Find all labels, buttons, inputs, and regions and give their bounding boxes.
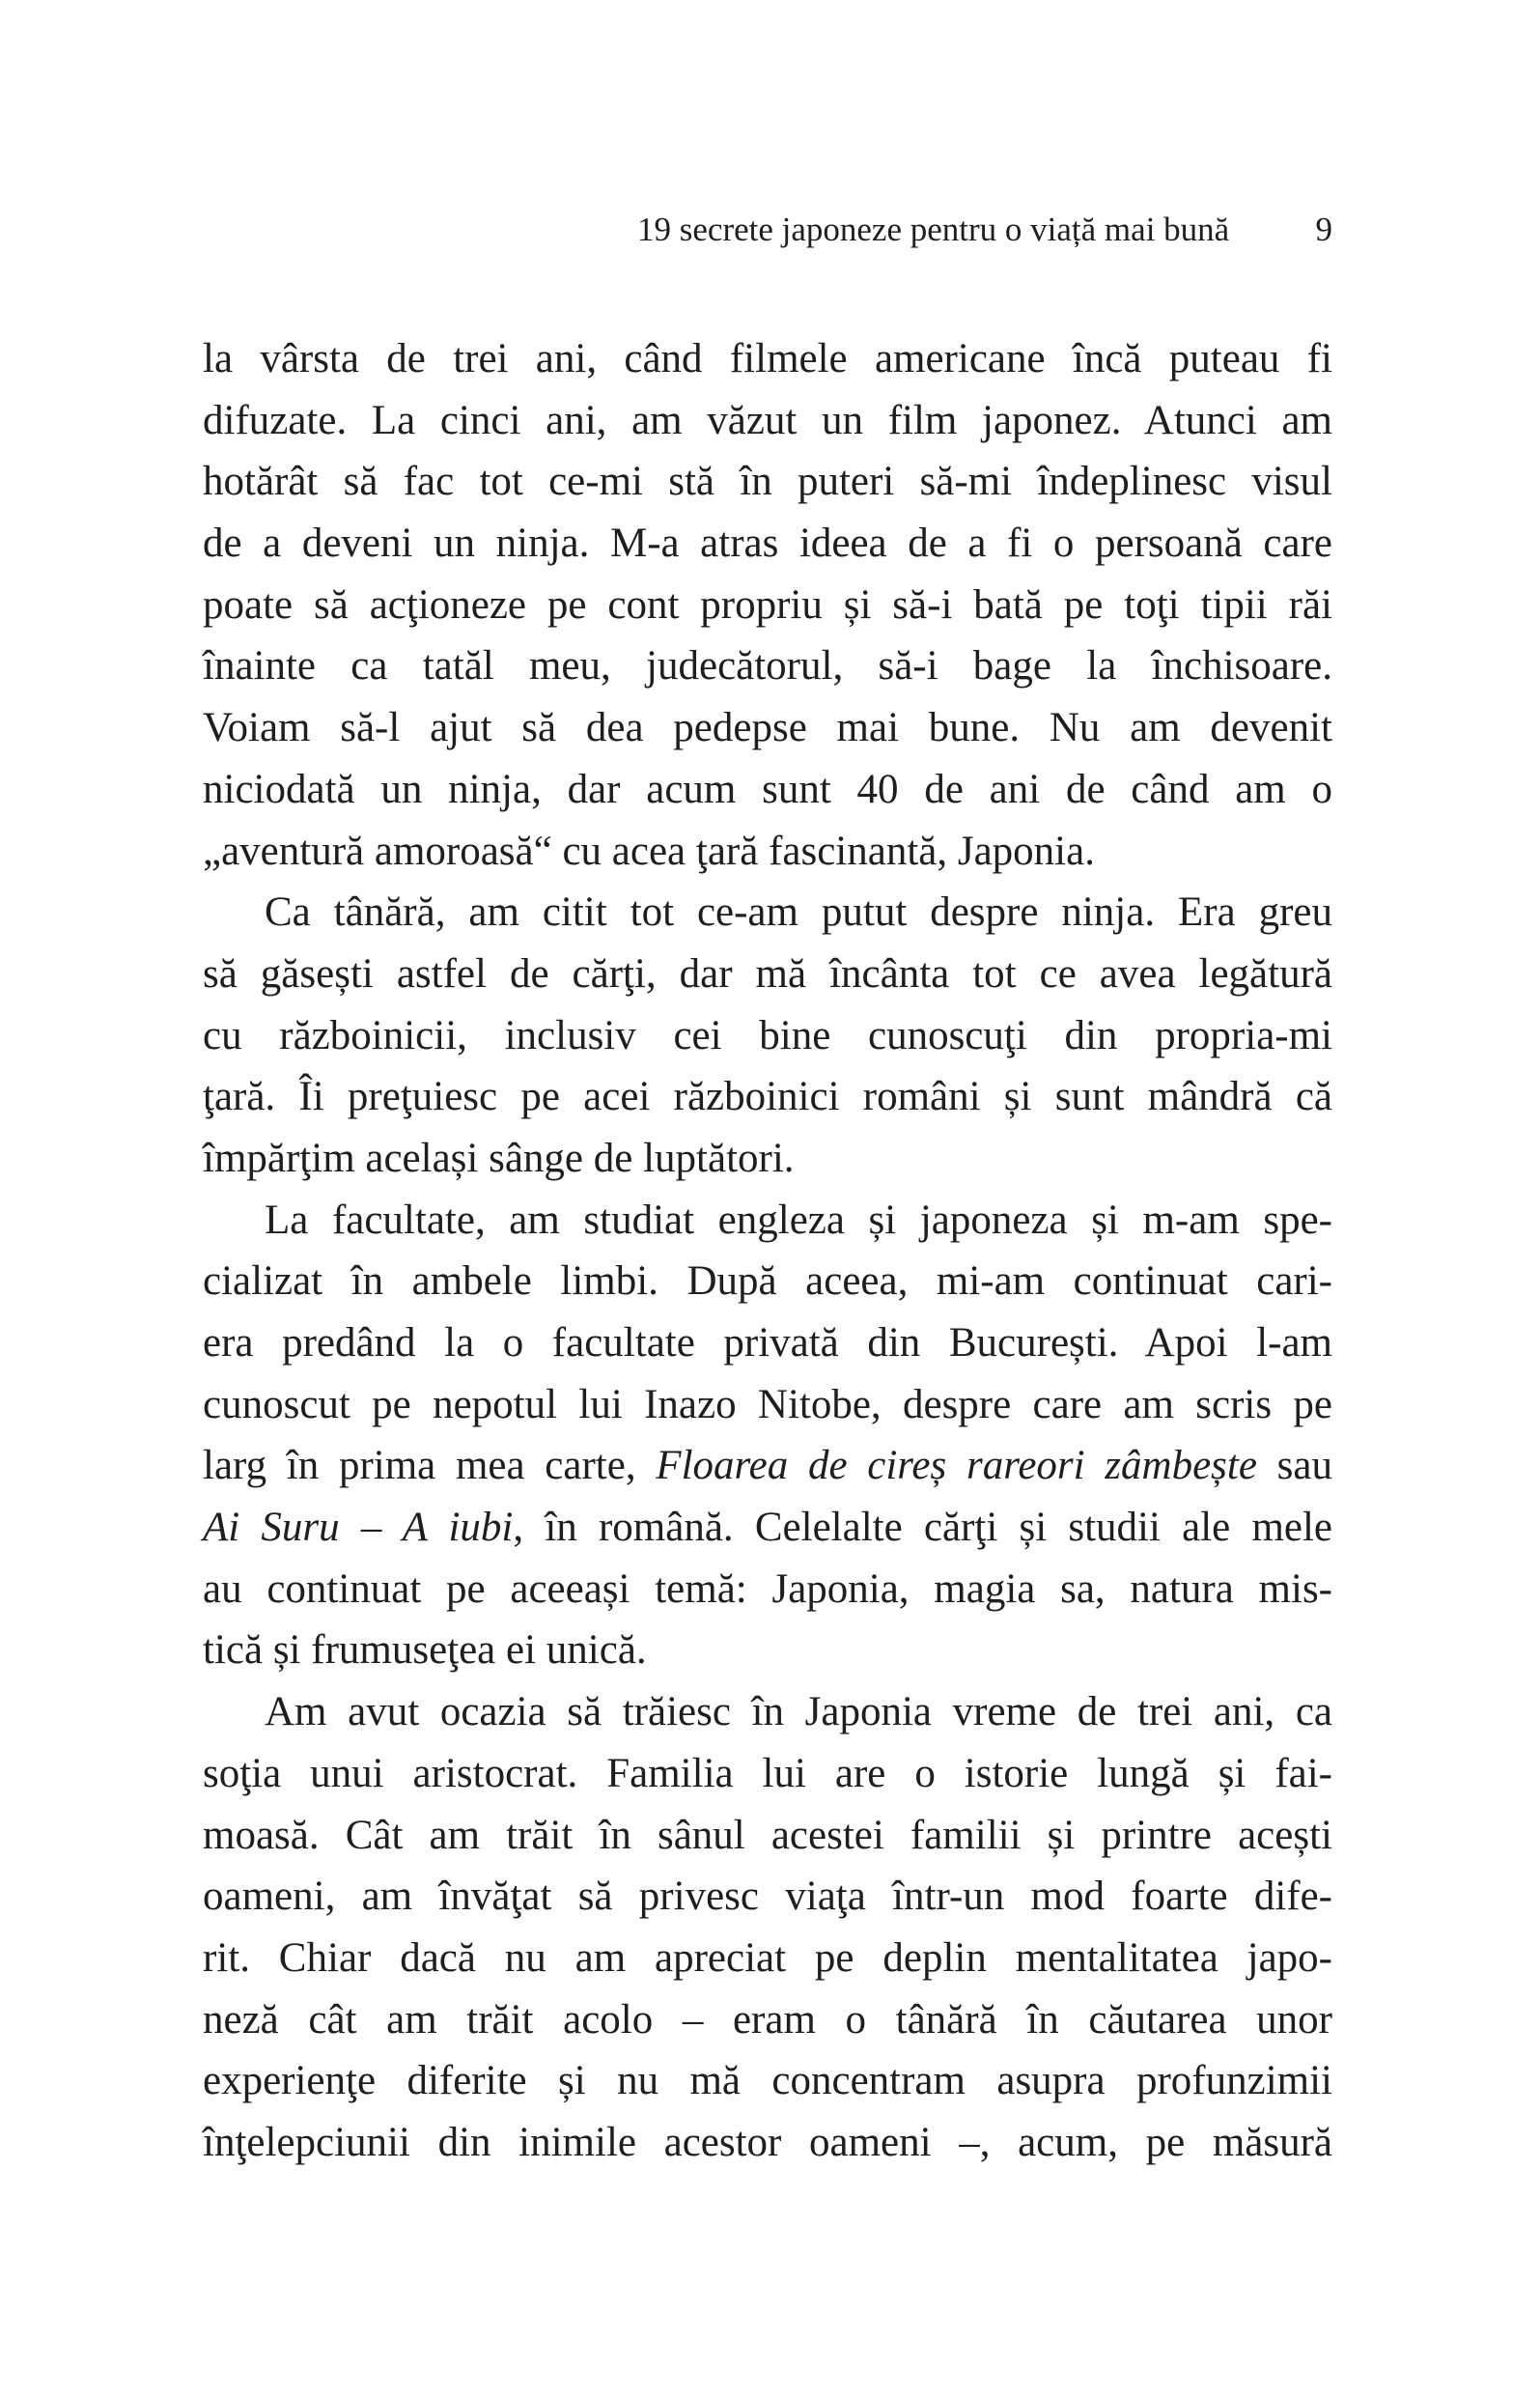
text-line: cializat în ambele limbi. După aceea, mi-am continuat cari- xyxy=(203,1258,1332,1305)
text-line: era predând la o facultate privată din București. Apoi l-am xyxy=(203,1320,1332,1366)
book-title: Floarea de cireș rareori zâmbește xyxy=(656,1443,1257,1489)
text-line: difuzate. La cinci ani, am văzut un film japonez. Atunci am xyxy=(203,397,1332,443)
text-line: cunoscut pe nepotul lui Inazo Nitobe, despre care am scris pe xyxy=(203,1381,1332,1427)
page-number: 9 xyxy=(1315,211,1332,248)
text-segment: sau xyxy=(1256,1443,1332,1489)
running-header xyxy=(637,211,1332,249)
text-line: de a deveni un ninja. M-a atras ideea de a fi o persoană care xyxy=(203,521,1332,567)
text-line: neză cât am trăit acolo – eram o tânără în căutarea unor xyxy=(203,1996,1332,2043)
text-line: Am avut ocazia să trăiesc în Japonia vreme de trei ani, ca xyxy=(265,1689,1332,1735)
text-line xyxy=(203,1435,1332,1497)
text-segment: larg în prima mea carte, xyxy=(203,1443,657,1489)
body-text xyxy=(203,328,1332,2174)
text-line xyxy=(203,1497,1332,1559)
running-title: 19 secrete japoneze pentru o viață mai bună xyxy=(637,211,1230,248)
text-line: moasă. Cât am trăit în sânul acestei familii și printre acești xyxy=(203,1812,1332,1858)
text-line: niciodată un ninja, dar acum sunt 40 de ani de când am o xyxy=(203,766,1332,812)
text-line: hotărât să fac tot ce-mi stă în puteri să-mi îndeplinesc visul xyxy=(203,459,1332,505)
text-line: au continuat pe aceeași temă: Japonia, magia sa, natura mis- xyxy=(203,1565,1332,1612)
text-line: înainte ca tatăl meu, judecătorul, să-i bage la închisoare. xyxy=(203,643,1332,690)
text-line: oameni, am învăţat să privesc viaţa într-un mod foarte dife- xyxy=(203,1874,1332,1920)
text-segment: , în română. Celelalte cărţi și studii ale mele xyxy=(513,1505,1333,1551)
text-line: să găsești astfel de cărţi, dar mă încânta tot ce avea legătură xyxy=(203,950,1332,997)
text-line: La facultate, am studiat engleza și japoneza și m-am spe- xyxy=(265,1197,1332,1243)
text-line: la vârsta de trei ani, când filmele americane încă puteau fi xyxy=(203,336,1332,381)
text-line: ţară. Îi preţuiesc pe acei războinici români și sunt mândră că xyxy=(203,1074,1332,1120)
text-line: „aventură amoroasă“ cu acea ţară fascinantă, Japonia. xyxy=(203,828,1095,874)
text-line: rit. Chiar dacă nu am apreciat pe deplin mentalitatea japo- xyxy=(203,1934,1332,1981)
text-line: tică și frumuseţea ei unică. xyxy=(203,1627,647,1674)
paragraph-3 xyxy=(203,1190,1332,1682)
text-line: poate să acţioneze pe cont propriu și să-i bată pe toţi tipii răi xyxy=(203,581,1332,628)
text-line: Voiam să-l ajut să dea pedepse mai bune. Nu am devenit xyxy=(203,705,1332,751)
text-line: împărţim același sânge de luptători. xyxy=(203,1135,795,1181)
paragraph-4 xyxy=(203,1681,1332,2174)
paragraph-2 xyxy=(203,882,1332,1189)
text-line: soţia unui aristocrat. Familia lui are o istorie lungă și fai- xyxy=(203,1750,1332,1796)
book-title: Ai Suru – A iubi xyxy=(203,1505,514,1551)
text-line: Ca tânără, am citit tot ce-am putut despre ninja. Era greu xyxy=(265,889,1332,936)
paragraph-1 xyxy=(203,328,1332,882)
text-line: cu războinicii, inclusiv cei bine cunoscuţi din propria-mi xyxy=(203,1012,1332,1058)
text-line: experienţe diferite și nu mă concentram asupra profunzimii xyxy=(203,2058,1332,2104)
text-line: înţelepciunii din inimile acestor oameni –, acum, pe măsură xyxy=(203,2119,1332,2165)
